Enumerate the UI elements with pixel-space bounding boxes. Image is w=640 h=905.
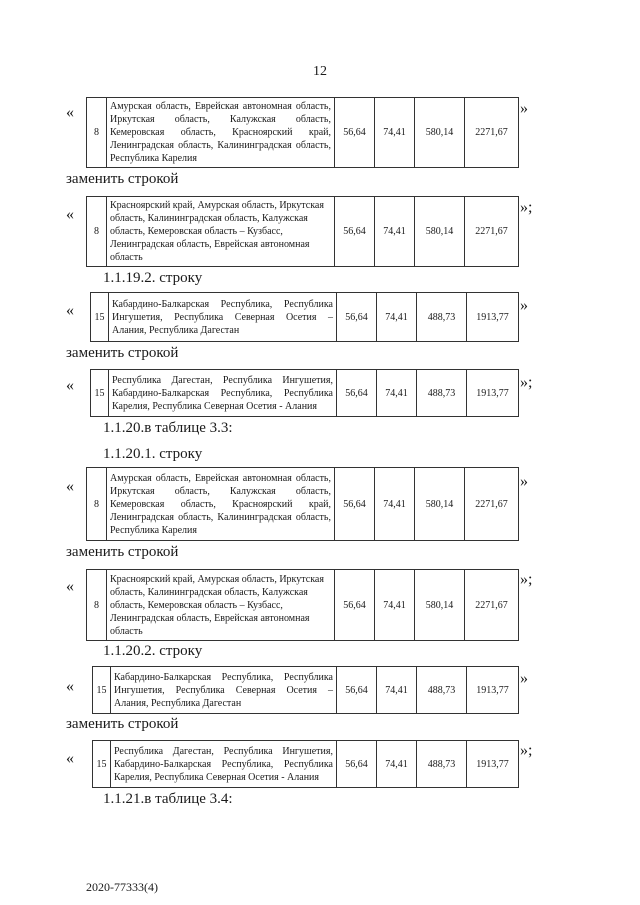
value-3: 580,14 xyxy=(415,98,465,168)
value-4: 1913,77 xyxy=(467,741,519,788)
table-row xyxy=(86,196,519,267)
page-number: 12 xyxy=(313,64,327,79)
replace-heading: заменить строкой xyxy=(66,345,179,361)
value-1: 56,64 xyxy=(337,370,377,417)
document-id: 2020-77333(4) xyxy=(86,880,158,894)
region-list: Кабардино-Балкарская Республика, Республика Ингушетия, Республика Северная Осетия – Алания, Республика Дагестан xyxy=(109,293,337,342)
quote-close: »; xyxy=(520,374,533,391)
quote-close: » xyxy=(520,670,528,687)
value-3: 488,73 xyxy=(417,293,467,342)
value-4: 2271,67 xyxy=(465,468,519,541)
value-1: 56,64 xyxy=(335,98,375,168)
table-row xyxy=(92,666,519,714)
quote-open: « xyxy=(66,302,74,319)
region-list: Амурская область, Еврейская автономная область, Иркутская область, Калужская область, Кемеровская область, Красноярский край, Ленинградская область, Калининградская область, Республика Карелия xyxy=(107,98,335,168)
value-3: 580,14 xyxy=(415,570,465,641)
quote-open: « xyxy=(66,104,74,121)
value-3: 488,73 xyxy=(417,741,467,788)
section-heading: 1.1.21.в таблице 3.4: xyxy=(103,791,233,807)
quote-open: « xyxy=(66,678,74,695)
region-list: Кабардино-Балкарская Республика, Республика Ингушетия, Республика Северная Осетия – Алания, Республика Дагестан xyxy=(111,667,337,714)
quote-open: « xyxy=(66,750,74,767)
table-row xyxy=(92,740,519,788)
value-4: 1913,77 xyxy=(467,370,519,417)
region-list: Республика Дагестан, Республика Ингушетия, Кабардино-Балкарская Республика, Республика Карелия, Республика Северная Осетия - Алания xyxy=(109,370,337,417)
row-number: 8 xyxy=(87,468,107,541)
value-1: 56,64 xyxy=(335,468,375,541)
section-heading: 1.1.19.2. строку xyxy=(103,270,203,286)
table-row xyxy=(86,569,519,641)
value-4: 2271,67 xyxy=(465,98,519,168)
row-number: 15 xyxy=(93,741,111,788)
quote-open: « xyxy=(66,206,74,223)
row-number: 15 xyxy=(93,667,111,714)
value-2: 74,41 xyxy=(377,293,417,342)
value-2: 74,41 xyxy=(375,570,415,641)
value-3: 580,14 xyxy=(415,468,465,541)
region-list: Красноярский край, Амурская область, Иркутская область, Калининградская область, Калужская область, Кемеровская область – Кузбасс, Ленинградская область, Еврейская автономная область xyxy=(107,197,335,267)
table-row xyxy=(86,467,519,541)
replace-heading: заменить строкой xyxy=(66,171,179,187)
row-number: 8 xyxy=(87,570,107,641)
quote-open: « xyxy=(66,578,74,595)
value-2: 74,41 xyxy=(375,468,415,541)
quote-close: » xyxy=(520,473,528,490)
row-number: 8 xyxy=(87,197,107,267)
value-1: 56,64 xyxy=(337,741,377,788)
value-4: 2271,67 xyxy=(465,197,519,267)
value-2: 74,41 xyxy=(375,197,415,267)
region-list: Республика Дагестан, Республика Ингушетия, Кабардино-Балкарская Республика, Республика Карелия, Республика Северная Осетия - Алания xyxy=(111,741,337,788)
quote-open: « xyxy=(66,377,74,394)
table-row xyxy=(86,97,519,168)
table-row xyxy=(90,369,519,417)
value-1: 56,64 xyxy=(335,197,375,267)
section-heading: 1.1.20.в таблице 3.3: xyxy=(103,420,233,436)
value-2: 74,41 xyxy=(377,370,417,417)
region-list: Амурская область, Еврейская автономная область, Иркутская область, Калужская область, Кемеровская область, Красноярский край, Ленинградская область, Калининградская область, Республика Карелия xyxy=(107,468,335,541)
quote-open: « xyxy=(66,478,74,495)
value-1: 56,64 xyxy=(337,293,377,342)
value-2: 74,41 xyxy=(375,98,415,168)
row-number: 15 xyxy=(91,370,109,417)
quote-close: »; xyxy=(520,199,533,216)
section-heading: 1.1.20.2. строку xyxy=(103,643,203,659)
value-1: 56,64 xyxy=(337,667,377,714)
table-row xyxy=(90,292,519,342)
value-4: 1913,77 xyxy=(467,667,519,714)
value-3: 580,14 xyxy=(415,197,465,267)
row-number: 8 xyxy=(87,98,107,168)
value-3: 488,73 xyxy=(417,370,467,417)
quote-close: »; xyxy=(520,742,533,759)
replace-heading: заменить строкой xyxy=(66,716,179,732)
value-3: 488,73 xyxy=(417,667,467,714)
value-1: 56,64 xyxy=(335,570,375,641)
value-4: 2271,67 xyxy=(465,570,519,641)
quote-close: » xyxy=(520,297,528,314)
quote-close: » xyxy=(520,100,528,117)
quote-close: »; xyxy=(520,571,533,588)
region-list: Красноярский край, Амурская область, Иркутская область, Калининградская область, Калужская область, Кемеровская область – Кузбасс, Ленинградская область, Еврейская автономная область xyxy=(107,570,335,641)
value-4: 1913,77 xyxy=(467,293,519,342)
value-2: 74,41 xyxy=(377,741,417,788)
section-heading: 1.1.20.1. строку xyxy=(103,446,203,462)
replace-heading: заменить строкой xyxy=(66,544,179,560)
value-2: 74,41 xyxy=(377,667,417,714)
row-number: 15 xyxy=(91,293,109,342)
